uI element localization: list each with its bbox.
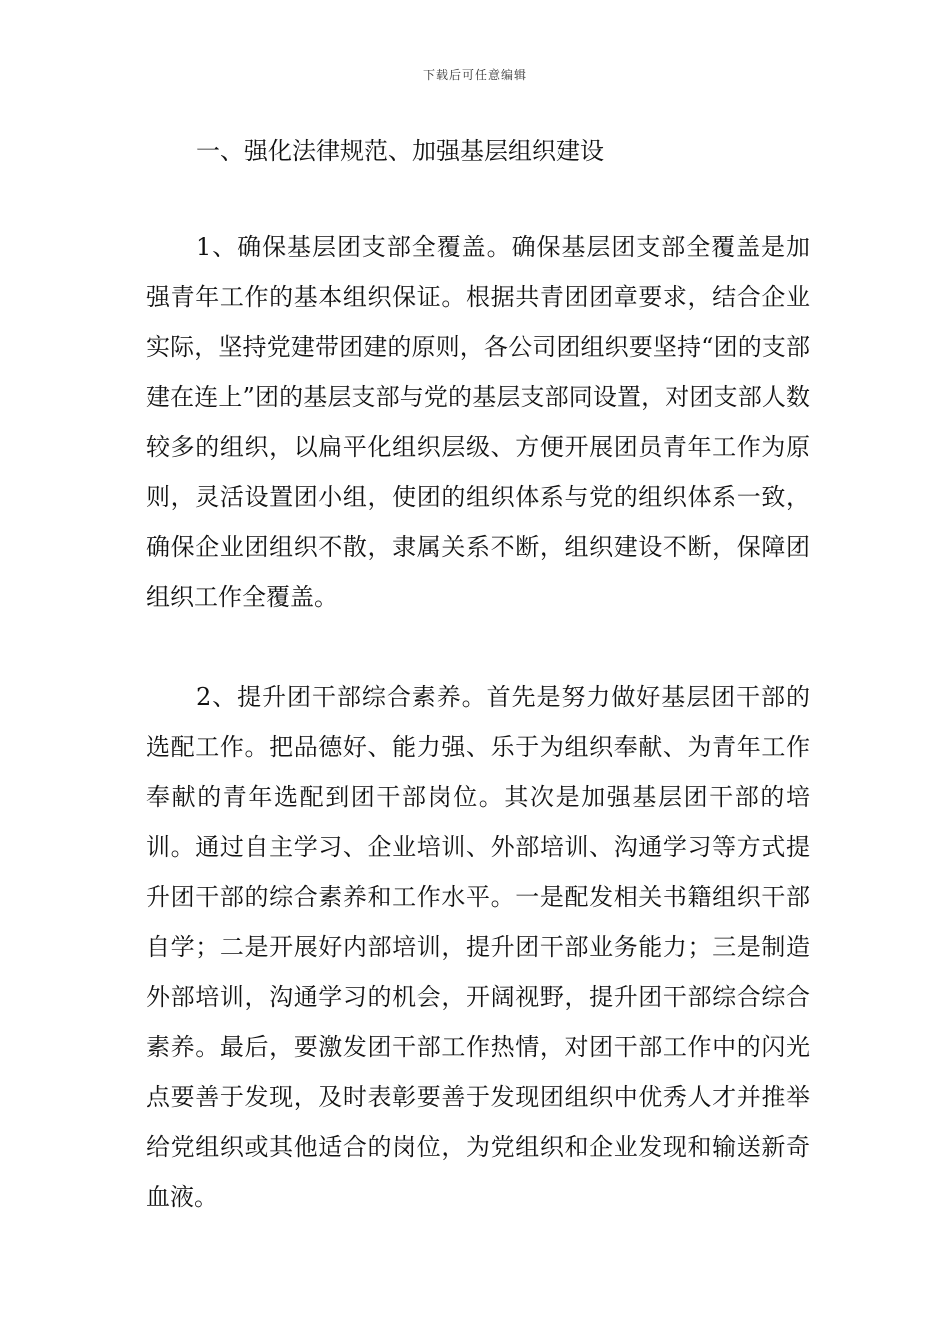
section-heading: 一、强化法律规范、加强基层组织建设	[196, 137, 604, 165]
header-note: 下载后可任意编辑	[422, 68, 527, 82]
document-body	[146, 126, 810, 1222]
paragraph-1: 1、确保基层团支部全覆盖。确保基层团支部全覆盖是加强青年工作的基本组织保证。根据共青团团章要求，结合企业实际，坚持党建带团建的原则，各公司团组织要坚持“团的支部建在连上”团的基层支部与党的基层支部同设置，对团支部人数较多的组织，以扁平化组织层级、方便开展团员青年工作为原则，灵活设置团小组，使团的组织体系与党的组织体系一致，确保企业团组织不散，隶属关系不断，组织建设不断，保障团组织工作全覆盖。	[146, 233, 810, 611]
spacer	[146, 622, 810, 672]
paragraph-2: 2、提升团干部综合素养。首先是努力做好基层团干部的选配工作。把品德好、能力强、乐于为组织奉献、为青年工作奉献的青年选配到团干部岗位。其次是加强基层团干部的培训。通过自主学习、企业培训、外部培训、沟通学习等方式提升团干部的综合素养和工作水平。一是配发相关书籍组织干部自学；二是开展好内部培训，提升团干部业务能力；三是制造外部培训，沟通学习的机会，开阔视野，提升团干部综合综合素养。最后，要激发团干部工作热情，对团干部工作中的闪光点要善于发现，及时表彰要善于发现团组织中优秀人才并推举给党组织或其他适合的岗位，为党组织和企业发现和输送新奇血液。	[146, 683, 810, 1211]
spacer	[146, 176, 810, 222]
